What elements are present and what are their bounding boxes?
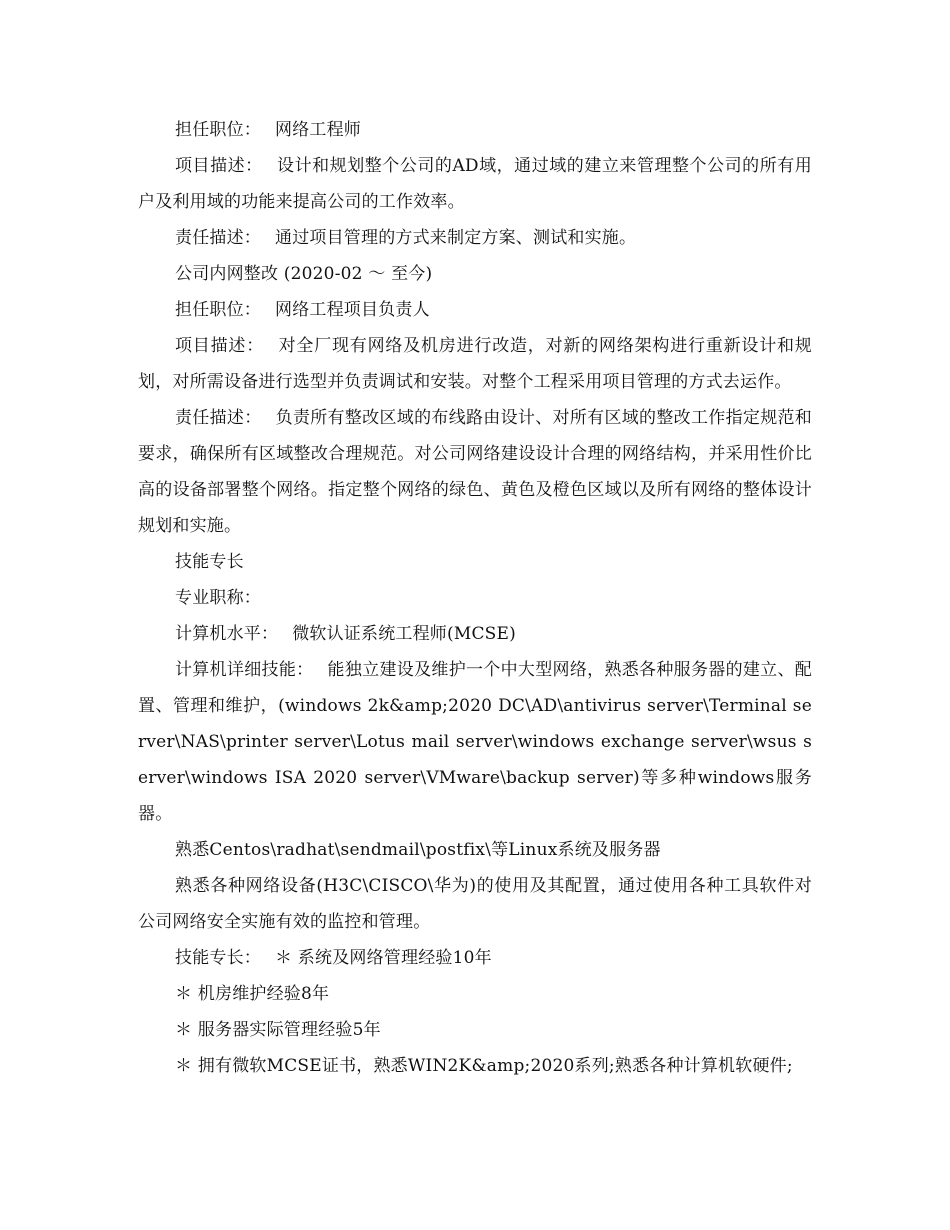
linux-skills-paragraph [138,832,812,868]
duty-description-label: 责任描述： [175,228,261,248]
network-devices-text: 熟悉各种网络设备(H3C\CISCO\华为)的使用及其配置，通过使用各种工具软件对公司网络安全实施有效的监控和管理。 [138,876,812,932]
computer-level-paragraph [138,616,812,652]
skill-item [138,976,812,1012]
duty-description-value: 通过项目管理的方式来制定方案、测试和实施。 [275,228,637,248]
computer-level-value: 微软认证系统工程师(MCSE) [292,624,516,644]
duty-description-label: 责任描述： [175,408,262,428]
position-value: 网络工程项目负责人 [275,300,430,320]
position-paragraph [138,292,812,328]
project-description-value: 设计和规划整个公司的AD域，通过域的建立来管理整个公司的所有用户及利用域的功能来提高公司的工作效率。 [138,156,813,212]
skill-item-text: ＊ 机房维护经验8年 [175,984,330,1004]
computer-level-label: 计算机水平： [175,624,279,644]
skill-item [138,1012,812,1048]
skills-heading [138,544,812,580]
project-description-paragraph [138,328,812,400]
position-paragraph [138,112,812,148]
project-description-label: 项目描述： [175,336,264,356]
linux-skills-text: 熟悉Centos\radhat\sendmail\postfix\等Linux系统及服务器 [175,840,661,860]
position-label: 担任职位： [175,120,261,140]
network-devices-paragraph [138,868,812,940]
project-description-label: 项目描述： [175,156,263,176]
skills-heading-text: 技能专长 [175,552,244,572]
project-description-value: 对全厂现有网络及机房进行改造，对新的网络架构进行重新设计和规划，对所需设备进行选型并负责调试和安装。对整个工程采用项目管理的方式去运作。 [138,336,812,392]
professional-title-paragraph [138,580,812,616]
project-description-paragraph [138,148,812,220]
document-page [138,112,812,1084]
skill-summary-paragraph [138,940,812,976]
computer-skills-paragraph [138,652,812,832]
skill-item-text: ＊ 服务器实际管理经验5年 [175,1020,381,1040]
professional-title-text: 专业职称： [175,588,261,608]
skill-item [138,1048,812,1084]
project-title-paragraph [138,256,812,292]
position-value: 网络工程师 [275,120,361,140]
computer-skills-value: 能独立建设及维护一个中大型网络，熟悉各种服务器的建立、配置、管理和维护，(windows 2k&amp;2020 DC\AD\antivirus server\Terminal server\NAS\printer server\Lotus mail server\windows exchange server\wsus server\windows ISA 2020 server\VMware\backup server)等多种windows服务器。 [138,660,812,824]
skill-summary-value: ＊ 系统及网络管理经验10年 [275,948,492,968]
duty-description-value: 负责所有整改区域的布线路由设计、对所有区域的整改工作指定规范和要求，确保所有区域整改合理规范。对公司网络建设设计合理的网络结构，并采用性价比高的设备部署整个网络。指定整个网络的绿色、黄色及橙色区域以及所有网络的整体设计规划和实施。 [138,408,812,536]
computer-skills-label: 计算机详细技能： [175,660,314,680]
skill-item-text: ＊ 拥有微软MCSE证书，熟悉WIN2K&amp;2020系列;熟悉各种计算机软硬件; [175,1056,793,1076]
position-label: 担任职位： [175,300,261,320]
skill-summary-label: 技能专长： [175,948,261,968]
project-title: 公司内网整改 (2020-02 ～ 至今) [175,264,433,284]
duty-description-paragraph [138,400,812,544]
duty-description-paragraph [138,220,812,256]
